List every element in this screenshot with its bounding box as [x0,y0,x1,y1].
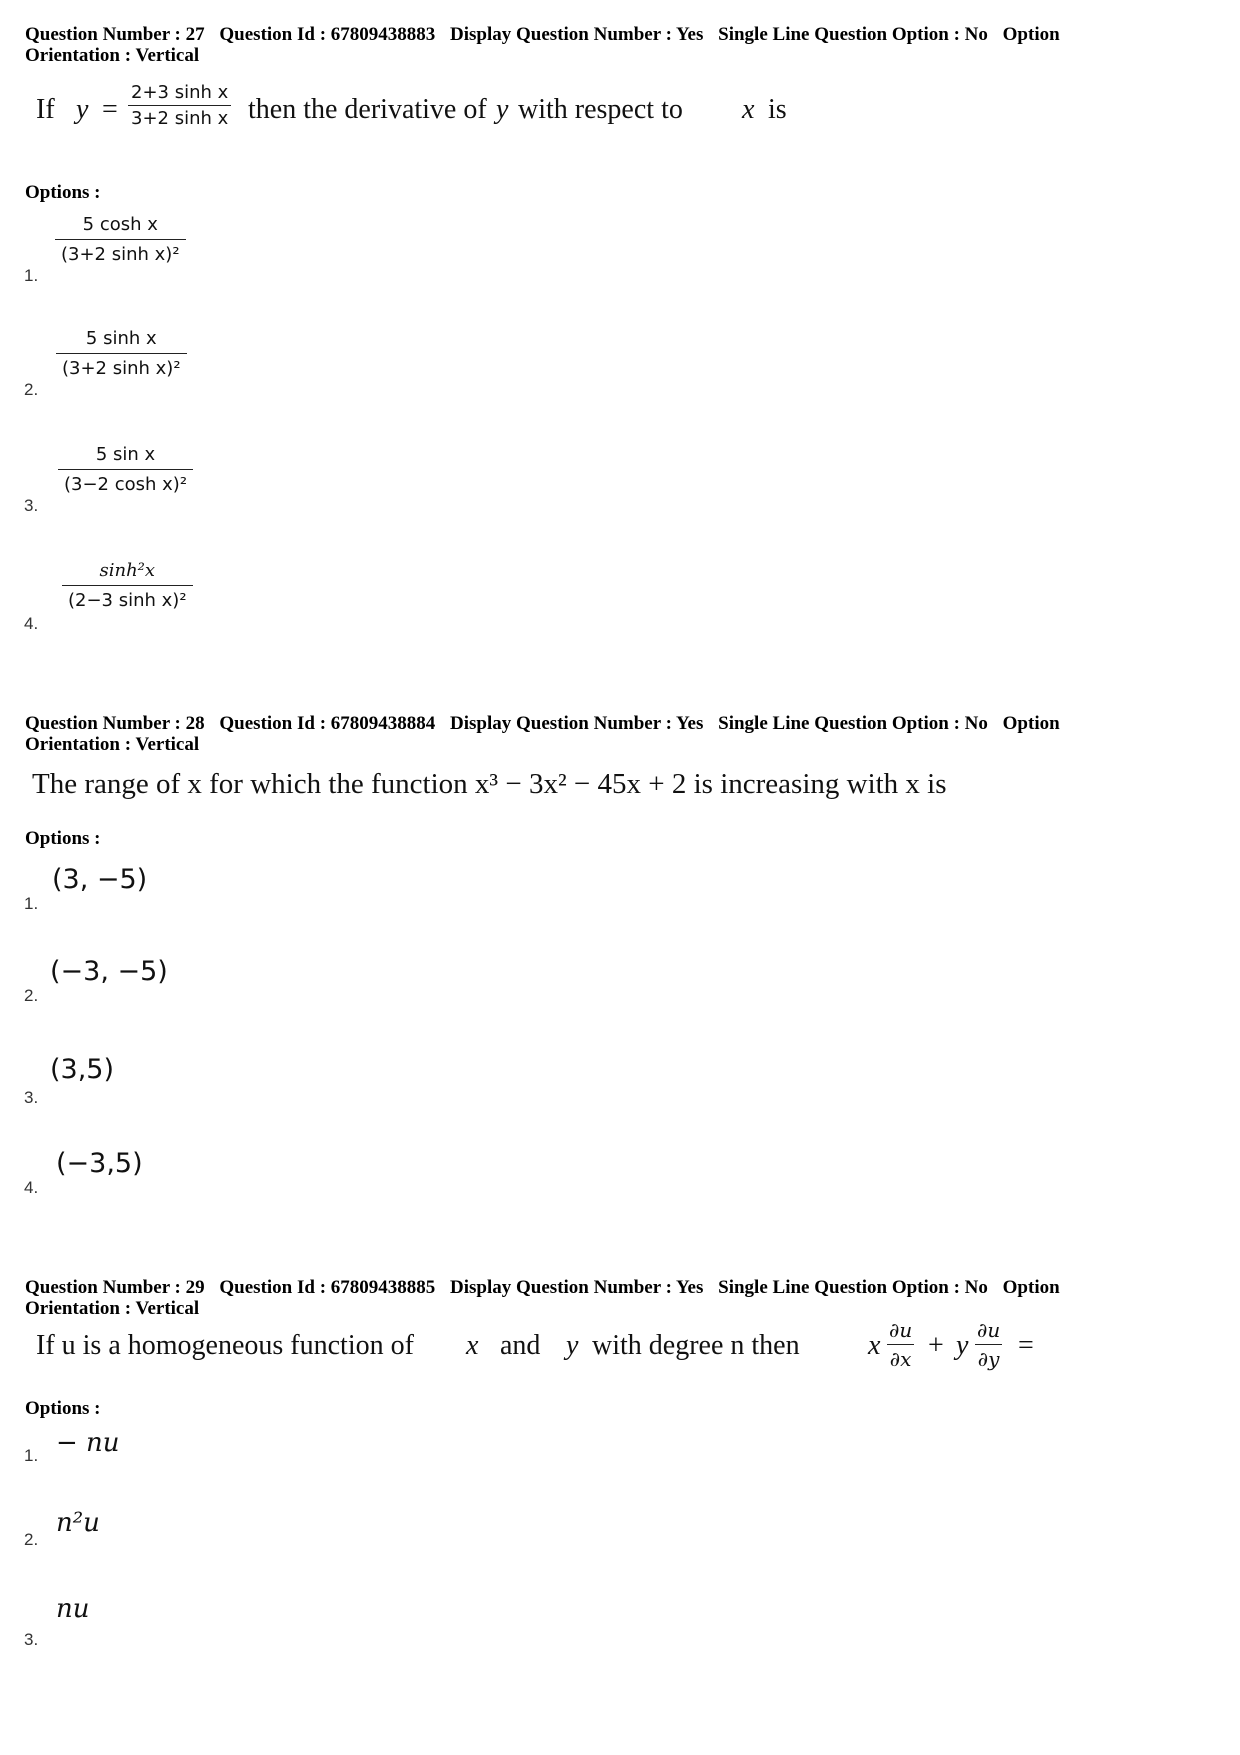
q29-partial-u-y [974,1318,1003,1371]
orientation: Orientation : Vertical [25,734,200,755]
display-question-number: Display Question Number : Yes [450,713,704,734]
question-header-28 [25,713,1205,755]
q27-tail3: is [768,94,787,125]
q28-option-1-number: 1. [24,894,39,913]
partial-numerator: ∂u [977,1318,1001,1342]
q27-option-4-expr [62,560,193,611]
single-line-option: Single Line Question Option : No [718,713,988,734]
q27-option-1-number: 1. [24,266,39,285]
q27-lead: If [36,94,55,125]
single-line-option: Single Line Question Option : No [718,1277,988,1298]
q29-option-3-value: nu [56,1594,90,1624]
q27-option-1-expr [55,214,186,265]
partial-denominator: ∂y [975,1344,1003,1371]
display-question-number: Display Question Number : Yes [450,1277,704,1298]
q29-and: and [500,1330,541,1361]
orientation: Orientation : Vertical [25,1298,200,1319]
q29-x-coef: x [868,1330,881,1361]
q27-frac-num: 2+3 sinh x [131,82,229,103]
q27-option-4-number: 4. [24,614,39,633]
q27-tail2: with respect to [518,94,683,125]
option-denominator: (3+2 sinh x)² [55,239,186,265]
q29-option-2-number: 2. [24,1530,39,1549]
q29-option-1-number: 1. [24,1446,39,1465]
option-denominator: (3−2 cosh x)² [58,469,193,495]
options-label-28: Options : [25,828,101,849]
options-label-29: Options : [25,1398,101,1419]
question-id: Question Id : 67809438883 [219,24,436,45]
question-id: Question Id : 67809438884 [219,713,436,734]
partial-numerator: ∂u [889,1318,913,1342]
single-line-option: Single Line Question Option : No [718,24,988,45]
options-label-27: Options : [25,182,101,203]
q29-var-x: x [466,1330,479,1361]
q28-option-4-number: 4. [24,1178,39,1197]
q29-option-1-value: − nu [56,1428,120,1458]
q29-partial-u-x [886,1318,915,1371]
option-denominator: (3+2 sinh x)² [56,353,187,379]
q29-plus: + [928,1330,944,1361]
q29-option-3-number: 3. [24,1630,39,1649]
question-number: Question Number : 27 [25,24,205,45]
question-id: Question Id : 67809438885 [219,1277,436,1298]
option-numerator: 5 sinh x [85,328,157,349]
q27-equals: = [102,94,118,125]
option-numerator: 5 cosh x [82,214,158,235]
option-numerator: sinh²x [99,560,156,581]
q29-y-coef: y [956,1330,969,1361]
q28-option-2-number: 2. [24,986,39,1005]
q28-option-3-number: 3. [24,1088,39,1107]
q27-fraction [128,82,231,129]
q29-mid: with degree n then [592,1330,800,1361]
q28-option-2-value: (−3, −5) [50,956,168,987]
q29-var-y: y [566,1330,579,1361]
q27-option-2-expr [56,328,187,379]
option-denominator: (2−3 sinh x)² [62,585,193,611]
option-word: Option [1002,1277,1060,1298]
q27-option-3-number: 3. [24,496,39,515]
option-numerator: 5 sin x [95,444,156,465]
option-word: Option [1002,713,1060,734]
q27-option-3-expr [58,444,193,495]
partial-denominator: ∂x [887,1344,915,1371]
q28-option-1-value: (3, −5) [52,864,148,895]
q27-tail: then the derivative of [248,94,487,125]
display-question-number: Display Question Number : Yes [450,24,704,45]
question-header-27 [25,24,1205,66]
q29-equals: = [1018,1330,1034,1361]
q27-option-2-number: 2. [24,380,39,399]
q27-var-y: y [76,94,89,125]
q28-option-3-value: (3,5) [50,1054,115,1085]
option-word: Option [1002,24,1060,45]
q29-lead: If u is a homogeneous function of [36,1330,414,1361]
question-number: Question Number : 28 [25,713,205,734]
q27-var-x: x [742,94,755,125]
q28-option-4-value: (−3,5) [56,1148,143,1179]
q27-var-y2: y [496,94,509,125]
q27-frac-den: 3+2 sinh x [128,105,231,129]
question-number: Question Number : 29 [25,1277,205,1298]
question-header-29 [25,1277,1205,1319]
question-text-28: The range of x for which the function x³ − 3x² − 45x + 2 is increasing with x is [32,768,947,800]
q29-option-2-value: n²u [56,1508,100,1538]
orientation: Orientation : Vertical [25,45,200,66]
